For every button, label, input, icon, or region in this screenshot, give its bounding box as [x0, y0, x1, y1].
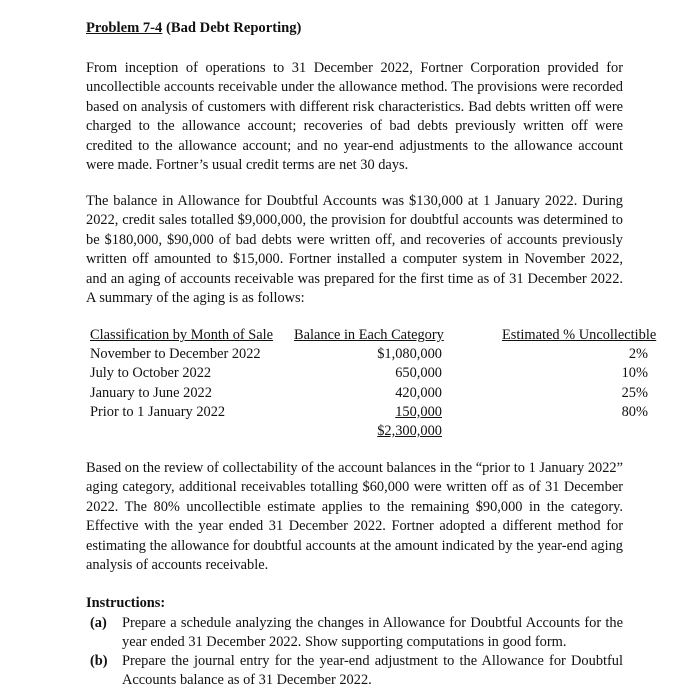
row-balance: $1,080,000	[377, 346, 442, 363]
row-balance: 420,000	[395, 384, 442, 401]
instructions-title: Instructions:	[86, 595, 166, 611]
table-row	[90, 364, 676, 383]
problem-heading	[86, 20, 301, 37]
instruction-a-text: Prepare a schedule analyzing the changes in Allowance for Doubtful Accounts for the year ended 31 December 2022. Show supporting computations in good form.	[122, 615, 623, 651]
row-classification: July to October 2022	[90, 365, 212, 382]
row-pct: 80%	[621, 403, 648, 420]
balance-paragraph: The balance in Allowance for Doubtful Accounts was $130,000 at 1 January 2022. During 2022, credit sales totalled $9,000,000, the provision for doubtful accounts was determined to be $180,000, $90,000 of bad debts were written off, and recoveries of accounts previously written off amounted to $15,000. Fortner installed a computer system in November 2022, and an aging of accounts receivable was prepared for the first time as of 31 December 2022. A summary of the aging is as follows:	[86, 193, 623, 307]
row-classification: January to June 2022	[90, 384, 212, 401]
table-row	[90, 345, 676, 364]
header-pct: Estimated % Uncollectible	[502, 327, 657, 344]
instruction-b-label: (b)	[90, 653, 108, 669]
problem-number: Problem 7-4	[86, 20, 163, 36]
row-balance-underlined: 150,000	[395, 403, 442, 420]
row-classification: Prior to 1 January 2022	[90, 403, 226, 420]
table-row	[90, 384, 676, 403]
header-classification: Classification by Month of Sale	[90, 327, 274, 344]
table-row	[90, 403, 676, 422]
row-pct: 2%	[628, 346, 648, 363]
intro-paragraph: From inception of operations to 31 December 2022, Fortner Corporation provided for uncollectible accounts receivable under the allowance method. The provisions were recorded based on analysis of customers with different risk characteristics. Bad debts written off were charged to the allowance account; recoveries of bad debts previously written off were credited to the allowance account; and no year-end adjustments to the allowance account were made. Fortner’s usual credit terms are net 30 days.	[86, 60, 623, 174]
collectability-paragraph: Based on the review of collectability of the account balances in the “prior to 1 January 2022” aging category, additional receivables totalling $60,000 were written off as of 31 December 2022. The 80% uncollectible estimate applies to the remaining $90,000 in the category. Effective with the year ended 31 December 2022. Fortner adopted a different method for estimating the allowance for doubtful accounts at the amount indicated by the year-end aging analysis of accounts receivable.	[86, 460, 623, 574]
instruction-b-text: Prepare the journal entry for the year-end adjustment to the Allowance for Doubtful Accounts balance as of 31 December 2022.	[122, 653, 623, 689]
aging-table	[90, 326, 676, 441]
instruction-a	[90, 614, 623, 653]
row-balance	[290, 403, 488, 422]
row-pct: 10%	[621, 365, 648, 382]
aging-header-row	[90, 326, 676, 345]
header-balance: Balance in Each Category	[294, 327, 444, 344]
row-classification: November to December 2022	[90, 346, 261, 363]
balance-total: $2,300,000	[377, 423, 442, 440]
row-balance: 650,000	[395, 365, 442, 382]
total-row	[90, 422, 676, 441]
row-pct: 25%	[621, 384, 648, 401]
problem-title: (Bad Debt Reporting)	[166, 20, 302, 36]
instruction-b	[90, 652, 623, 691]
instruction-a-label: (a)	[90, 615, 107, 631]
